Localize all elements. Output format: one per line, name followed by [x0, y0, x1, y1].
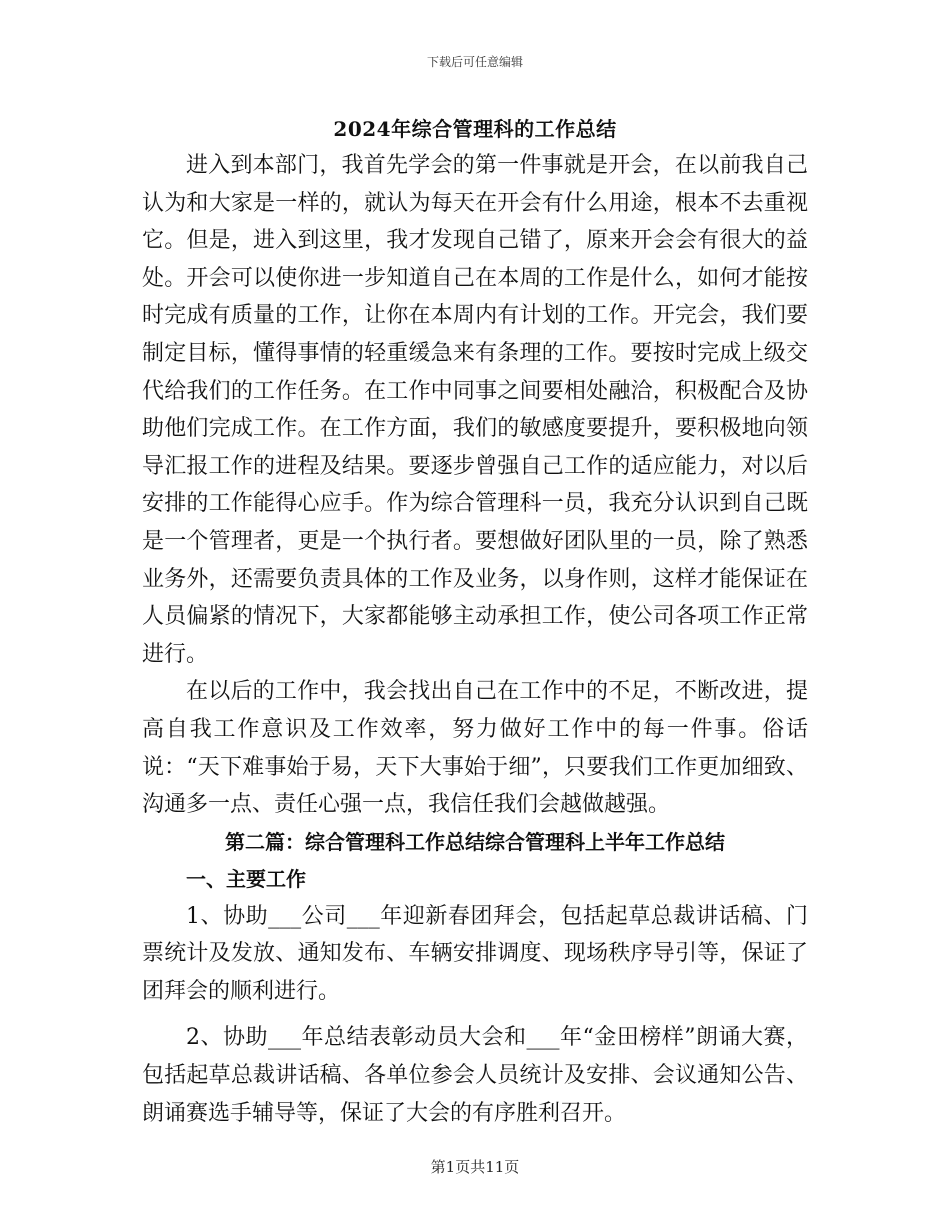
paragraph-2: 在以后的工作中，我会找出自己在工作中的不足，不断改进，提高自我工作意识及工作效率，努力做好工作中的每一件事。俗话说：“天下难事始于易，天下大事始于细”，只要我们工作更加细致、沟通多一点、责任心强一点，我信任我们会越做越强。	[142, 679, 808, 818]
document-body	[142, 147, 808, 1132]
paragraph-1: 进入到本部门，我首先学会的第一件事就是开会，在以前我自己认为和大家是一样的，就认为每天在开会有什么用途，根本不去重视它。但是，进入到这里，我才发现自己错了，原来开会会有很大的益处。开会可以使你进一步知道自己在本周的工作是什么，如何才能按时完成有质量的工作，让你在本周内有计划的工作。开完会，我们要制定目标，懂得事情的轻重缓急来有条理的工作。要按时完成上级交代给我们的工作任务。在工作中同事之间要相处融洽，积极配合及协助他们完成工作。在工作方面，我们的敏感度要提升，要积极地向领导汇报工作的进程及结果。要逐步曾强自己工作的适应能力，对以后安排的工作能得心应手。作为综合管理科一员，我充分认识到自己既是一个管理者，更是一个执行者。要想做好团队里的一员，除了熟悉业务外，还需要负责具体的工作及业务，以身作则，这样才能保证在人员偏紧的情况下，大家都能够主动承担工作，使公司各项工作正常进行。	[142, 153, 808, 667]
section-2-subtitle: 一、主要工作	[186, 866, 306, 891]
page-header: 下载后可任意编辑	[426, 55, 523, 69]
section-2-title: 第二篇：综合管理科工作总结综合管理科上半年工作总结	[225, 829, 725, 854]
list-item-1: 1、协助___公司___年迎新春团拜会，包括起草总裁讲话稿、门票统计及发放、通知发布、车辆安排调度、现场秩序导引等，保证了团拜会的顺利进行。	[142, 903, 808, 1004]
list-item-2: 2、协助___年总结表彰动员大会和___年“金田榜样”朗诵大赛，包括起草总裁讲话稿、各单位参会人员统计及安排、会议通知公告、朗诵赛选手辅导等，保证了大会的有序胜利召开。	[142, 1025, 808, 1126]
document-title: 2024年综合管理科的工作总结	[333, 117, 617, 141]
page-footer: 第1页共11页	[430, 1158, 520, 1176]
